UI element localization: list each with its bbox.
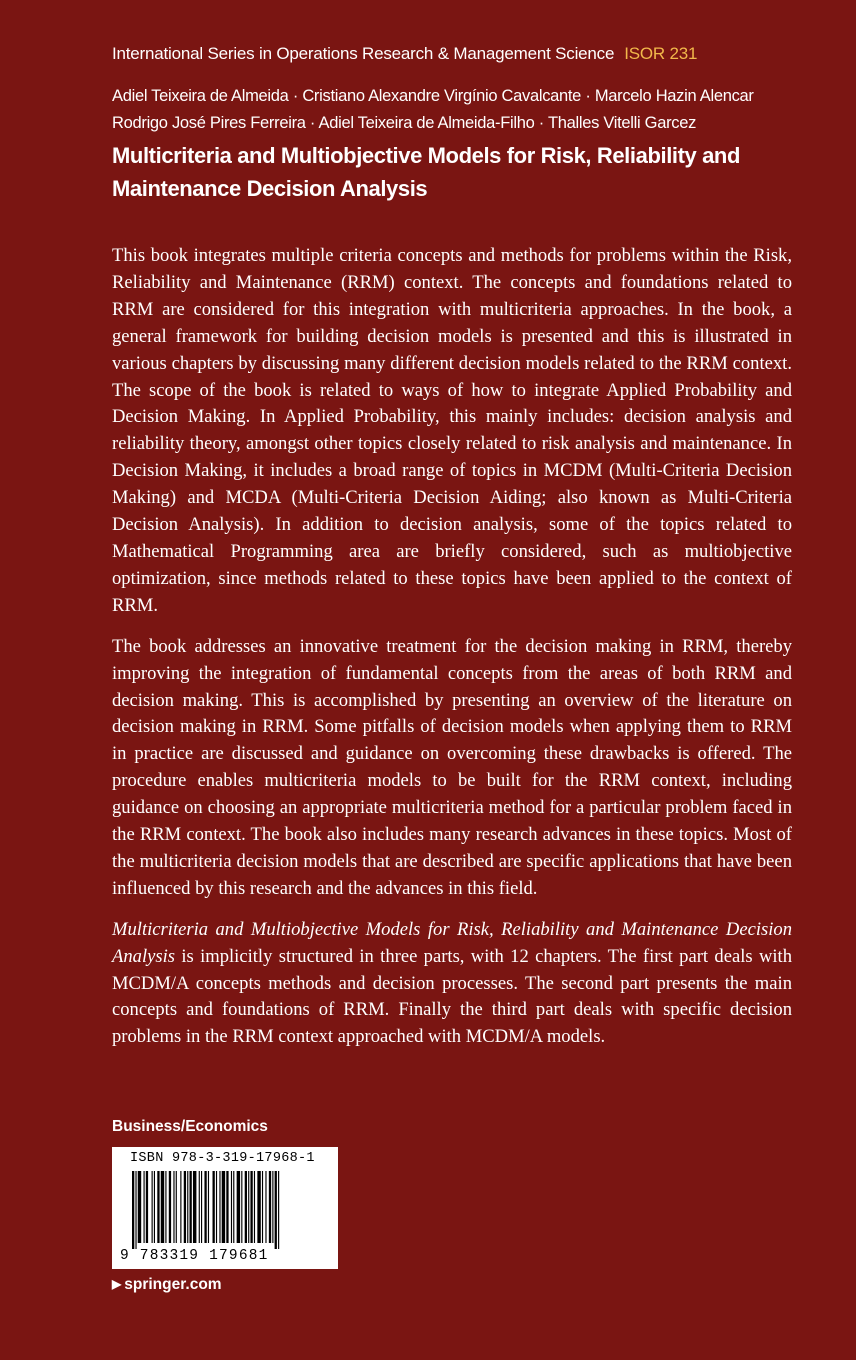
barcode-bar [165,1171,166,1243]
barcode-bar [187,1171,188,1243]
barcode-bar [275,1171,277,1249]
authors [112,83,832,137]
barcode-bar [138,1171,141,1243]
authors-line-2: Rodrigo José Pires Ferreira · Adiel Teixeira de Almeida-Filho · Thalles Vitelli Garcez [112,114,697,132]
barcode [112,1147,338,1269]
barcode-bar [144,1171,145,1243]
series-number: ISOR 231 [624,44,698,63]
barcode-bar [169,1171,171,1243]
barcode-bar [190,1171,192,1243]
barcode-bar [222,1171,225,1243]
barcode-bar [265,1171,266,1243]
barcode-bar [269,1171,271,1243]
arrow-right-icon: ▶ [112,1277,122,1291]
barcode-bar [135,1171,136,1249]
barcode-bar [208,1171,209,1243]
barcode-bar [248,1171,249,1243]
barcode-bar [254,1171,255,1243]
barcode-bar [278,1171,279,1249]
book-title: Multicriteria and Multiobjective Models for Risk, Reliability and Maintenance Decision Analysis [112,143,741,201]
barcode-bar [233,1171,234,1243]
barcode-bar [176,1171,177,1243]
barcode-bar [173,1171,174,1243]
barcode-bar [204,1171,206,1243]
blurb [112,243,792,1065]
barcode-bar [180,1171,181,1243]
barcode-bar [231,1171,232,1243]
barcode-bar [213,1171,215,1243]
springer-link-text: springer.com [124,1276,222,1293]
blurb-title-italic: Multicriteria and Multiobjective Models for Risk, Reliability and Maintenance Decision Analysis [112,918,792,967]
barcode-bar [199,1171,200,1243]
barcode-bar [132,1171,134,1249]
barcode-bar [154,1171,155,1243]
barcode-bar [245,1171,247,1243]
blurb-paragraph-3-text: is implicitly structured in three parts, with 12 chapters. The first part deals with MCDM/A concepts methods and decision processes. The second part presents the main concepts and foundations of RRM. Finally the third part deals with specific decision problems in the RRM context approached with MCDM/A models. [112,945,792,1048]
barcode-bar [184,1171,186,1243]
barcode-bar [219,1171,220,1243]
barcode-bar [157,1171,159,1243]
springer-link[interactable] [112,1276,222,1294]
barcode-bar [237,1171,240,1243]
barcode-bar [201,1171,202,1243]
blurb-paragraph-3 [112,917,792,1052]
blurb-paragraph-1: This book integrates multiple criteria concepts and methods for problems within the Risk, Reliability and Maintenance (RRM) context. The concepts and foundations related to RRM are considered for this integration with multicriteria approaches. In the book, a general framework for building decision models is presented and this is illustrated in various chapters by discussing many different decision models related to the RRM context. The scope of the book is related to ways of how to integrate Applied Probability and Decision Making. In Applied Probability, this mainly includes: decision analysis and reliability theory, amongst other topics closely related to risk analysis and maintenance. In Decision Making, it includes a broad range of topics in MCDM (Multi-Criteria Decision Making) and MCDA (Multi-Criteria Decision Aiding; also known as Multi-Criteria Decision Analysis). In addition to decision analysis, some of the topics related to Mathematical Programming area are briefly considered, such as multiobjective optimization, since methods related to these topics have been applied to the context of RRM. [112,245,792,616]
barcode-bar [257,1171,260,1243]
barcode-bar [152,1171,153,1243]
barcode-bar [193,1171,196,1243]
series-line [112,44,832,64]
barcode-bar [250,1171,252,1243]
barcode-bar [146,1171,148,1243]
barcode-bar [272,1171,273,1243]
barcode-digits: 9 783319 179681 [120,1248,269,1264]
isbn-label: ISBN 978-3-319-17968-1 [130,1151,315,1166]
series-name: International Series in Operations Research & Management Science [112,44,615,63]
barcode-bar [226,1171,228,1243]
authors-line-1: Adiel Teixeira de Almeida · Cristiano Alexandre Virgínio Cavalcante · Marcelo Hazin Alencar [112,87,754,105]
category-label: Business/Economics [112,1118,268,1135]
blurb-paragraph-2: The book addresses an innovative treatment for the decision making in RRM, thereby improving the integration of fundamental concepts from the areas of both RRM and decision making. This is accomplished by presenting an overview of the literature on decision making in RRM. Some pitfalls of decision models when applying them to RRM in practice are discussed and guidance on overcoming these drawbacks is offered. The procedure enables multicriteria models to be built for the RRM context, including guidance on choosing an appropriate multicriteria method for a particular problem faced in the RRM context. The book also includes many research advances in these topics. Most of the multicriteria decision models that are described are specific applications that have been influenced by this research and the advances in this field. [112,635,792,899]
barcode-bar [262,1171,263,1243]
barcode-bar [216,1171,217,1243]
barcode-bar [241,1171,242,1243]
barcode-bar [161,1171,164,1243]
barcode-bars [132,1171,320,1249]
